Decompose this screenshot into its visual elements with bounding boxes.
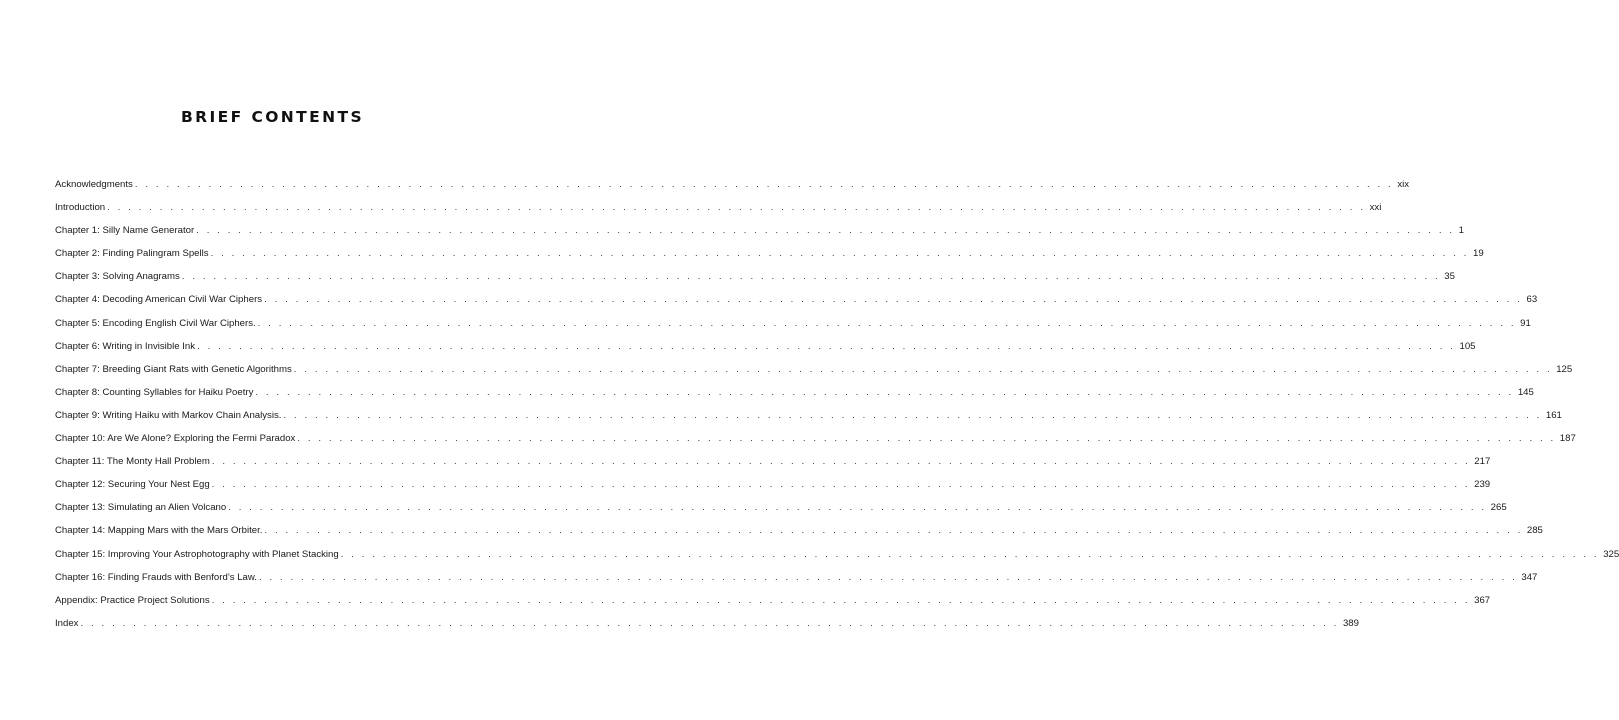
toc-dot-leader: . . . . . . . . . . . . . . . . . . . . . . . . . . . . . . . . . . . . . . . . . . . . . . . . . . . . . . . . . . . . . . . . . . . . . . . . . . . . . . . . . . . . . . . . . . . . . . . . . . . . . . . . . . . . . . . . . . . . . . . . bbox=[264, 294, 1523, 306]
toc-dot-leader: . . . . . . . . . . . . . . . . . . . . . . . . . . . . . . . . . . . . . . . . . . . . . . . . . . . . . . . . . . . . . . . . . . . . . . . . . . . . . . . . . . . . . . . . . . . . . . . . . . . . . . . . . . . . . . . . . . . . . . . . bbox=[264, 525, 1523, 537]
toc-entry[interactable] bbox=[55, 358, 1573, 381]
toc-entry[interactable] bbox=[55, 196, 1382, 219]
toc-entry-title: Chapter 10: Are We Alone? Exploring the Fermi Paradox bbox=[55, 433, 296, 445]
toc-entry-title: Chapter 11: The Monty Hall Problem bbox=[55, 456, 210, 468]
toc-entry-title: Chapter 9: Writing Haiku with Markov Chain Analysis. bbox=[55, 409, 282, 421]
toc-entry-title: Chapter 3: Solving Anagrams bbox=[55, 271, 180, 283]
toc-entry[interactable] bbox=[55, 589, 1491, 612]
toc-dot-leader: . . . . . . . . . . . . . . . . . . . . . . . . . . . . . . . . . . . . . . . . . . . . . . . . . . . . . . . . . . . . . . . . . . . . . . . . . . . . . . . . . . . . . . . . . . . . . . . . . . . . . . . . . . . . . . . . . . . . . . . . bbox=[258, 571, 1518, 583]
table-of-contents bbox=[55, 173, 1619, 635]
toc-entry[interactable] bbox=[55, 381, 1534, 404]
toc-dot-leader: . . . . . . . . . . . . . . . . . . . . . . . . . . . . . . . . . . . . . . . . . . . . . . . . . . . . . . . . . . . . . . . . . . . . . . . . . . . . . . . . . . . . . . . . . . . . . . . . . . . . . . . . . . . . . . . . . . . . . . . . bbox=[257, 317, 1517, 329]
toc-dot-leader: . . . . . . . . . . . . . . . . . . . . . . . . . . . . . . . . . . . . . . . . . . . . . . . . . . . . . . . . . . . . . . . . . . . . . . . . . . . . . . . . . . . . . . . . . . . . . . . . . . . . . . . . . . . . . . . . . . . . . . . . bbox=[211, 456, 1471, 468]
toc-dot-leader: . . . . . . . . . . . . . . . . . . . . . . . . . . . . . . . . . . . . . . . . . . . . . . . . . . . . . . . . . . . . . . . . . . . . . . . . . . . . . . . . . . . . . . . . . . . . . . . . . . . . . . . . . . . . . . . . . . . . . . . . bbox=[196, 225, 1455, 237]
toc-entry-page-number: 367 bbox=[1474, 594, 1491, 606]
toc-dot-leader: . . . . . . . . . . . . . . . . . . . . . . . . . . . . . . . . . . . . . . . . . . . . . . . . . . . . . . . . . . . . . . . . . . . . . . . . . . . . . . . . . . . . . . . . . . . . . . . . . . . . . . . . . . . . . . . . . . . . . . . . bbox=[228, 502, 1487, 514]
toc-entry-page-number: 125 bbox=[1556, 363, 1573, 375]
toc-entry-title: Chapter 12: Securing Your Nest Egg bbox=[55, 479, 210, 491]
toc-dot-leader: . . . . . . . . . . . . . . . . . . . . . . . . . . . . . . . . . . . . . . . . . . . . . . . . . . . . . . . . . . . . . . . . . . . . . . . . . . . . . . . . . . . . . . . . . . . . . . . . . . . . . . . . . . . . . . . . . . . . . . . . bbox=[293, 363, 1553, 375]
toc-entry-title: Chapter 2: Finding Palingram Spells bbox=[55, 248, 209, 260]
toc-entry-page-number: 35 bbox=[1444, 271, 1455, 283]
toc-entry-title: Chapter 4: Decoding American Civil War Ciphers bbox=[55, 294, 263, 306]
toc-entry-page-number: 161 bbox=[1545, 409, 1562, 421]
toc-dot-leader: . . . . . . . . . . . . . . . . . . . . . . . . . . . . . . . . . . . . . . . . . . . . . . . . . . . . . . . . . . . . . . . . . . . . . . . . . . . . . . . . . . . . . . . . . . . . . . . . . . . . . . . . . . . . . . . . . . . . . . . . bbox=[197, 340, 1456, 352]
toc-entry[interactable] bbox=[55, 288, 1538, 311]
toc-entry-page-number: 239 bbox=[1474, 479, 1491, 491]
toc-dot-leader: . . . . . . . . . . . . . . . . . . . . . . . . . . . . . . . . . . . . . . . . . . . . . . . . . . . . . . . . . . . . . . . . . . . . . . . . . . . . . . . . . . . . . . . . . . . . . . . . . . . . . . . . . . . . . . . . . . . . . . . . bbox=[283, 409, 1542, 421]
toc-entry-page-number: 347 bbox=[1521, 571, 1538, 583]
toc-entry[interactable] bbox=[55, 473, 1491, 496]
toc-dot-leader: . . . . . . . . . . . . . . . . . . . . . . . . . . . . . . . . . . . . . . . . . . . . . . . . . . . . . . . . . . . . . . . . . . . . . . . . . . . . . . . . . . . . . . . . . . . . . . . . . . . . . . . . . . . . . . . . . . . . . . . . bbox=[107, 202, 1366, 214]
toc-entry-title: Chapter 6: Writing in Invisible Ink bbox=[55, 340, 196, 352]
toc-dot-leader: . . . . . . . . . . . . . . . . . . . . . . . . . . . . . . . . . . . . . . . . . . . . . . . . . . . . . . . . . . . . . . . . . . . . . . . . . . . . . . . . . . . . . . . . . . . . . . . . . . . . . . . . . . . . . . . . . . . . . . . . bbox=[181, 271, 1441, 283]
toc-entry[interactable] bbox=[55, 566, 1538, 589]
toc-entry-title: Appendix: Practice Project Solutions bbox=[55, 594, 210, 606]
toc-entry-title: Chapter 1: Silly Name Generator bbox=[55, 225, 195, 237]
toc-entry-page-number: 63 bbox=[1526, 294, 1538, 306]
toc-dot-leader: . . . . . . . . . . . . . . . . . . . . . . . . . . . . . . . . . . . . . . . . . . . . . . . . . . . . . . . . . . . . . . . . . . . . . . . . . . . . . . . . . . . . . . . . . . . . . . . . . . . . . . . . . . . . . . . . . . . . . . . . bbox=[80, 617, 1339, 629]
toc-entry[interactable] bbox=[55, 404, 1562, 427]
toc-entry-page-number: xxi bbox=[1369, 202, 1382, 214]
page-title: BRIEF CONTENTS bbox=[180, 108, 365, 126]
toc-entry[interactable] bbox=[55, 496, 1507, 519]
toc-dot-leader: . . . . . . . . . . . . . . . . . . . . . . . . . . . . . . . . . . . . . . . . . . . . . . . . . . . . . . . . . . . . . . . . . . . . . . . . . . . . . . . . . . . . . . . . . . . . . . . . . . . . . . . . . . . . . . . . . . . . . . . . bbox=[211, 479, 1471, 491]
toc-entry[interactable] bbox=[55, 265, 1455, 288]
toc-entry-page-number: 389 bbox=[1342, 617, 1359, 629]
toc-entry-page-number: 187 bbox=[1559, 433, 1576, 445]
toc-dot-leader: . . . . . . . . . . . . . . . . . . . . . . . . . . . . . . . . . . . . . . . . . . . . . . . . . . . . . . . . . . . . . . . . . . . . . . . . . . . . . . . . . . . . . . . . . . . . . . . . . . . . . . . . . . . . . . . . . . . . . . . . bbox=[134, 179, 1394, 190]
toc-entry-page-number: 1 bbox=[1458, 225, 1464, 237]
toc-entry-page-number: xix bbox=[1397, 179, 1410, 190]
toc-entry-title: Chapter 7: Breeding Giant Rats with Genetic Algorithms bbox=[55, 363, 292, 375]
toc-entry-title: Chapter 16: Finding Frauds with Benford’s Law. bbox=[55, 571, 257, 583]
toc-entry-page-number: 285 bbox=[1526, 525, 1543, 537]
toc-dot-leader: . . . . . . . . . . . . . . . . . . . . . . . . . . . . . . . . . . . . . . . . . . . . . . . . . . . . . . . . . . . . . . . . . . . . . . . . . . . . . . . . . . . . . . . . . . . . . . . . . . . . . . . . . . . . . . . . . . . . . . . . bbox=[211, 594, 1471, 606]
toc-entry-page-number: 145 bbox=[1517, 386, 1534, 398]
toc-entry-page-number: 105 bbox=[1459, 340, 1476, 352]
toc-dot-leader: . . . . . . . . . . . . . . . . . . . . . . . . . . . . . . . . . . . . . . . . . . . . . . . . . . . . . . . . . . . . . . . . . . . . . . . . . . . . . . . . . . . . . . . . . . . . . . . . . . . . . . . . . . . . . . . . . . . . . . . . bbox=[340, 548, 1600, 560]
toc-entry-title: Chapter 13: Simulating an Alien Volcano bbox=[55, 502, 227, 514]
toc-entry[interactable] bbox=[55, 335, 1476, 358]
toc-entry-page-number: 325 bbox=[1603, 548, 1619, 560]
toc-dot-leader: . . . . . . . . . . . . . . . . . . . . . . . . . . . . . . . . . . . . . . . . . . . . . . . . . . . . . . . . . . . . . . . . . . . . . . . . . . . . . . . . . . . . . . . . . . . . . . . . . . . . . . . . . . . . . . . . . . . . . . . . bbox=[297, 433, 1556, 445]
toc-dot-leader: . . . . . . . . . . . . . . . . . . . . . . . . . . . . . . . . . . . . . . . . . . . . . . . . . . . . . . . . . . . . . . . . . . . . . . . . . . . . . . . . . . . . . . . . . . . . . . . . . . . . . . . . . . . . . . . . . . . . . . . . bbox=[255, 386, 1514, 398]
toc-entry-title: Chapter 5: Encoding English Civil War Ciphers. bbox=[55, 317, 256, 329]
toc-entry-page-number: 265 bbox=[1490, 502, 1507, 514]
toc-entry[interactable] bbox=[55, 427, 1576, 450]
toc-entry-title: Index bbox=[55, 617, 79, 629]
toc-entry-title: Acknowledgments bbox=[55, 179, 133, 190]
toc-entry-page-number: 217 bbox=[1474, 456, 1491, 468]
toc-entry[interactable] bbox=[55, 612, 1359, 635]
toc-entry[interactable] bbox=[55, 312, 1531, 335]
toc-dot-leader: . . . . . . . . . . . . . . . . . . . . . . . . . . . . . . . . . . . . . . . . . . . . . . . . . . . . . . . . . . . . . . . . . . . . . . . . . . . . . . . . . . . . . . . . . . . . . . . . . . . . . . . . . . . . . . . . . . . . . . . . bbox=[210, 248, 1470, 260]
toc-entry-title: Chapter 14: Mapping Mars with the Mars Orbiter. bbox=[55, 525, 263, 537]
toc-entry[interactable] bbox=[55, 173, 1410, 196]
toc-entry[interactable] bbox=[55, 219, 1464, 242]
toc-entry[interactable] bbox=[55, 519, 1543, 542]
toc-entry[interactable] bbox=[55, 450, 1491, 473]
toc-entry-page-number: 19 bbox=[1473, 248, 1484, 260]
toc-entry-title: Chapter 15: Improving Your Astrophotography with Planet Stacking bbox=[55, 548, 339, 560]
toc-entry-title: Introduction bbox=[55, 202, 106, 214]
toc-entry-page-number: 91 bbox=[1520, 317, 1531, 329]
toc-entry[interactable] bbox=[55, 543, 1619, 566]
toc-entry-title: Chapter 8: Counting Syllables for Haiku Poetry bbox=[55, 386, 254, 398]
toc-entry[interactable] bbox=[55, 242, 1484, 265]
